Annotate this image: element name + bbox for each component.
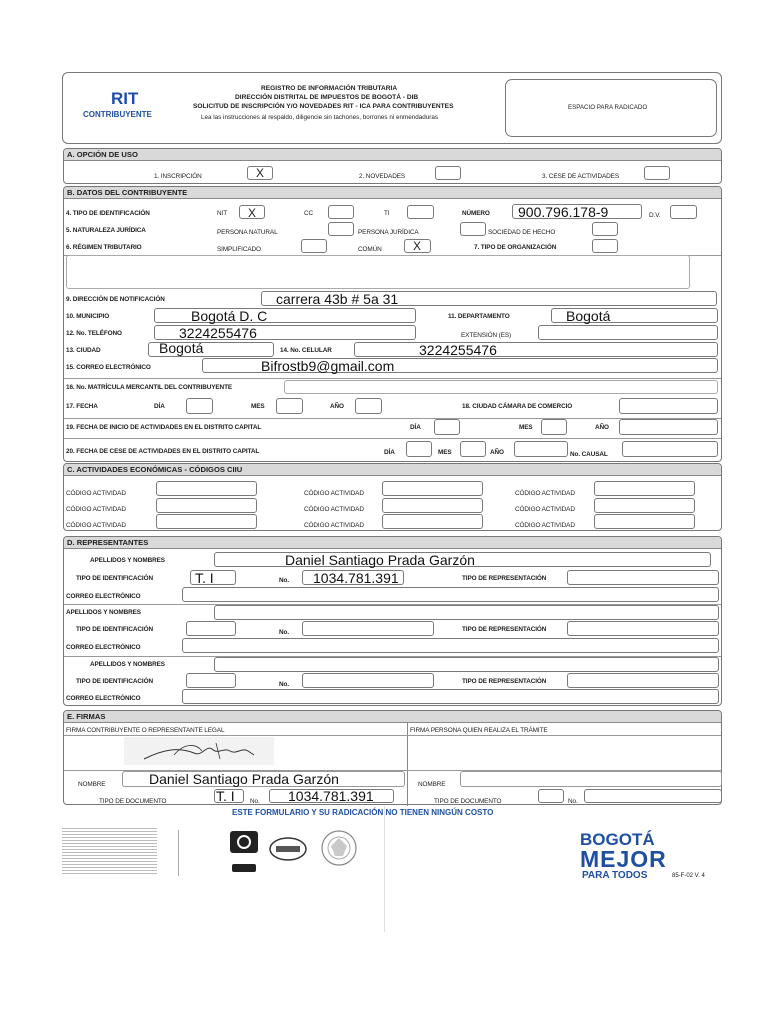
dv-label: D.V. xyxy=(649,212,661,219)
codigo-label-6: CÓDIGO ACTIVIDAD xyxy=(515,506,575,513)
correo-field[interactable] xyxy=(202,358,718,373)
fecha-anio-label: AÑO xyxy=(330,403,344,410)
bogota-logo-mejor: MEJOR xyxy=(580,846,667,872)
matricula-field[interactable] xyxy=(284,380,718,394)
section-d-title: D. REPRESENTANTES xyxy=(67,538,149,547)
fecha-dia-field[interactable] xyxy=(186,398,213,414)
firma-no-value: 1034.781.391 xyxy=(288,788,374,804)
no-tramite-field[interactable] xyxy=(584,789,722,803)
rit-subtitle: CONTRIBUYENTE xyxy=(83,110,152,119)
nombre-firma-label: NOMBRE xyxy=(78,781,106,788)
nombre-tramite-field[interactable] xyxy=(460,771,722,787)
tipo-org-field[interactable] xyxy=(592,239,618,253)
rep1-correo-field[interactable] xyxy=(182,587,719,602)
rep1-no-label: No. xyxy=(279,577,289,584)
cese-mes-field[interactable] xyxy=(460,441,486,457)
municipio-field[interactable] xyxy=(154,308,416,323)
nombre-firma-value: Daniel Santiago Prada Garzón xyxy=(149,771,339,787)
rep3-tipo-rep-label: TIPO DE REPRESENTACIÓN xyxy=(462,678,547,685)
section-b xyxy=(63,186,722,462)
rep2-no-field[interactable] xyxy=(302,621,434,636)
section-b-title: B. DATOS DEL CONTRIBUYENTE xyxy=(67,188,188,197)
codigo-label-7: CÓDIGO ACTIVIDAD xyxy=(66,522,126,529)
dv-field[interactable] xyxy=(670,205,697,219)
cese-anio-field[interactable] xyxy=(514,441,568,457)
rep1-no-field[interactable] xyxy=(302,570,404,585)
direccion-field[interactable] xyxy=(261,291,717,306)
firma-contribuyente-label: FIRMA CONTRIBUYENTE O REPRESENTANTE LEGAL xyxy=(66,727,225,734)
colombia-seal-icon xyxy=(318,828,360,874)
numero-value: 900.796.178-9 xyxy=(518,204,609,220)
matricula-label: 16. No. MATRÍCULA MERCANTIL DEL CONTRIBUYENTE xyxy=(66,384,233,391)
camara-label: 18. CIUDAD CÁMARA DE COMERCIO xyxy=(462,403,573,410)
header-line-2: DIRECCIÓN DISTRITAL DE IMPUESTOS DE BOGOTÁ - DIB xyxy=(235,94,419,101)
rep1-correo-label: CORREO ELECTRÓNICO xyxy=(66,593,141,600)
fecha-mes-label: MES xyxy=(251,403,265,410)
sociedad-hecho-checkbox[interactable] xyxy=(592,222,618,236)
section-e xyxy=(63,710,722,805)
novedades-checkbox[interactable] xyxy=(435,166,461,180)
cese-fecha-label: 20. FECHA DE CESE DE ACTIVIDADES EN EL DISTRITO CAPITAL xyxy=(66,448,260,455)
comun-checkbox[interactable] xyxy=(404,239,431,253)
rep3-tipo-id-field[interactable] xyxy=(186,673,236,688)
rep2-no-label: No. xyxy=(279,629,289,636)
rep1-tipo-rep-label: TIPO DE REPRESENTACIÓN xyxy=(462,575,547,582)
section-d xyxy=(63,536,722,706)
municipio-value: Bogotá D. C xyxy=(191,308,268,324)
tipo-doc-field[interactable] xyxy=(214,789,244,803)
simplificado-checkbox[interactable] xyxy=(301,239,327,253)
persona-juridica-checkbox[interactable] xyxy=(460,222,486,236)
rep2-tipo-rep-field[interactable] xyxy=(567,621,719,636)
section-e-title: E. FIRMAS xyxy=(67,712,106,721)
rep2-correo-field[interactable] xyxy=(182,638,719,653)
cese-checkbox[interactable] xyxy=(644,166,670,180)
causal-label: No. CAUSAL xyxy=(570,451,608,458)
codigo-field-4[interactable] xyxy=(156,498,257,513)
nit-label: NIT xyxy=(217,210,227,217)
inicio-dia-label: DÍA xyxy=(410,424,421,431)
header-line-1: REGISTRO DE INFORMACIÓN TRIBUTARIA xyxy=(261,85,398,92)
firma-no-field[interactable] xyxy=(269,789,394,803)
tipo-org-label: 7. TIPO DE ORGANIZACIÓN xyxy=(474,244,557,251)
telefono-label: 12. No. TELÉFONO xyxy=(66,330,122,337)
rep1-nombre-value: Daniel Santiago Prada Garzón xyxy=(285,552,475,568)
fold-line xyxy=(384,806,385,932)
extension-label: EXTENSIÓN (ES) xyxy=(461,332,512,339)
firma-no-label: No. xyxy=(250,798,260,805)
numero-label: NÚMERO xyxy=(462,210,490,217)
radicado-box xyxy=(505,79,717,137)
codigo-field-8[interactable] xyxy=(382,514,483,529)
rep1-tipo-rep-field[interactable] xyxy=(567,570,719,585)
correo-label: 15. CORREO ELECTRÓNICO xyxy=(66,364,151,371)
comun-label: COMÚN xyxy=(358,246,382,253)
persona-juridica-label: PERSONA JURÍDICA xyxy=(358,229,419,236)
celular-field[interactable] xyxy=(354,342,718,357)
telefono-field[interactable] xyxy=(154,325,416,340)
costo-notice: ESTE FORMULARIO Y SU RADICACIÓN NO TIENEN NINGÚN COSTO xyxy=(232,808,494,817)
persona-natural-checkbox[interactable] xyxy=(328,222,354,236)
ti-label: TI xyxy=(384,210,390,217)
codigo-label-9: CÓDIGO ACTIVIDAD xyxy=(515,522,575,529)
codigo-field-7[interactable] xyxy=(156,514,257,529)
rep3-correo-field[interactable] xyxy=(182,689,719,704)
cese-label: 3. CESE DE ACTIVIDADES xyxy=(542,173,619,180)
rep1-tipo-id-label: TIPO DE IDENTIFICACIÓN xyxy=(76,575,153,582)
naturaleza-label: 5. NATURALEZA JURÍDICA xyxy=(66,227,146,234)
rep1-no-value: 1034.781.391 xyxy=(313,570,399,586)
rep2-apellidos-field[interactable] xyxy=(214,605,719,620)
nombre-tramite-label: NOMBRE xyxy=(418,781,446,788)
numero-field[interactable] xyxy=(512,204,642,219)
certification-logo-icon xyxy=(229,830,259,874)
comun-mark: X xyxy=(413,239,422,253)
inicio-anio-label: AÑO xyxy=(595,424,609,431)
firma-persona-label: FIRMA PERSONA QUIEN REALIZA EL TRÁMITE xyxy=(410,727,548,734)
inscripcion-label: 1. INSCRIPCIÓN xyxy=(154,173,202,180)
codigo-field-6[interactable] xyxy=(594,498,695,513)
ciudad-label: 13. CIUDAD xyxy=(66,347,101,354)
inicio-label: 19. FECHA DE INICIO DE ACTIVIDADES EN EL DISTRITO CAPITAL xyxy=(66,424,262,431)
contact-block xyxy=(62,826,157,874)
regimen-label: 6. RÉGIMEN TRIBUTARIO xyxy=(66,244,142,251)
bogota-logo xyxy=(580,830,667,884)
cese-anio-label: AÑO xyxy=(490,449,504,456)
header-line-4: Lea las instrucciones al respaldo, diligencie sin tachones, borrones ni enmendaduras xyxy=(201,114,438,121)
signature-image xyxy=(124,737,274,765)
rep1-apellidos-field[interactable] xyxy=(214,552,711,567)
form-code: 85-F-02 V. 4 xyxy=(672,873,705,879)
codigo-field-3[interactable] xyxy=(594,481,695,496)
extension-field[interactable] xyxy=(538,325,718,340)
direccion-label: 9. DIRECCIÓN DE NOTIFICACIÓN xyxy=(66,296,165,303)
novedades-label: 2. NOVEDADES xyxy=(359,173,406,180)
form-header xyxy=(62,72,722,144)
codigo-label-5: CÓDIGO ACTIVIDAD xyxy=(304,506,364,513)
cese-mes-label: MES xyxy=(438,449,452,456)
inicio-dia-field[interactable] xyxy=(434,419,460,435)
rep2-tipo-rep-label: TIPO DE REPRESENTACIÓN xyxy=(462,626,547,633)
rep3-no-label: No. xyxy=(279,681,289,688)
rep2-apellidos-label: APELLIDOS Y NOMBRES xyxy=(66,609,141,616)
codigo-label-4: CÓDIGO ACTIVIDAD xyxy=(66,506,126,513)
tipo-doc-value: T. I xyxy=(216,788,235,804)
fecha-anio-field[interactable] xyxy=(355,398,382,414)
inicio-anio-field[interactable] xyxy=(619,419,718,435)
celular-value: 3224255476 xyxy=(419,342,497,358)
direccion-value: carrera 43b # 5a 31 xyxy=(276,291,399,307)
cese-dia-label: DÍA xyxy=(384,449,395,456)
inicio-mes-label: MES xyxy=(519,424,533,431)
rep3-apellidos-field[interactable] xyxy=(214,657,719,672)
tipo-id-label: 4. TIPO DE IDENTIFICACIÓN xyxy=(66,210,150,217)
rep3-no-field[interactable] xyxy=(302,673,434,688)
codigo-label-8: CÓDIGO ACTIVIDAD xyxy=(304,522,364,529)
rep1-apellidos-label: APELLIDOS Y NOMBRES xyxy=(90,557,165,564)
tipo-doc-tramite-field[interactable] xyxy=(538,789,564,803)
ciudad-value: Bogotá xyxy=(159,340,204,356)
section-a-title: A. OPCIÓN DE USO xyxy=(67,150,138,159)
rep1-tipo-value: T. I xyxy=(195,570,214,586)
codigo-field-9[interactable] xyxy=(594,514,695,529)
bogota-logo-bogota: BOGOTÁ xyxy=(580,830,655,849)
tipo-doc-tramite-label: TIPO DE DOCUMENTO xyxy=(434,798,502,805)
ciudad-field[interactable] xyxy=(148,342,274,357)
simplificado-label: SIMPLIFICADO xyxy=(217,246,261,253)
cc-checkbox[interactable] xyxy=(328,205,354,219)
rep2-tipo-id-field[interactable] xyxy=(186,621,236,636)
radicado-label: ESPACIO PARA RADICADO xyxy=(568,104,648,111)
inicio-mes-field[interactable] xyxy=(541,419,567,435)
rep3-tipo-rep-field[interactable] xyxy=(567,673,719,688)
rep3-correo-label: CORREO ELECTRÓNICO xyxy=(66,695,141,702)
codigo-label-2: CÓDIGO ACTIVIDAD xyxy=(304,490,364,497)
fecha-label: 17. FECHA xyxy=(66,403,98,410)
rit-title: RIT xyxy=(111,89,139,108)
inscripcion-checkbox[interactable] xyxy=(247,166,273,180)
nombre-field[interactable] xyxy=(66,255,690,289)
camara-field[interactable] xyxy=(619,398,718,414)
no-tramite-label: No. xyxy=(568,798,578,805)
causal-field[interactable] xyxy=(622,441,718,457)
departamento-field[interactable] xyxy=(551,308,718,323)
rep2-correo-label: CORREO ELECTRÓNICO xyxy=(66,644,141,651)
celular-label: 14. No. CELULAR xyxy=(280,347,332,354)
nombre-firma-field[interactable] xyxy=(122,771,405,787)
codigo-field-5[interactable] xyxy=(382,498,483,513)
correo-value: Bifrostb9@gmail.com xyxy=(261,358,395,374)
tipo-doc-label: TIPO DE DOCUMENTO xyxy=(99,798,167,805)
rep1-tipo-id-field[interactable] xyxy=(190,570,236,585)
ti-checkbox[interactable] xyxy=(407,205,434,219)
persona-natural-label: PERSONA NATURAL xyxy=(217,229,278,236)
telefono-value: 3224255476 xyxy=(179,325,257,341)
rep3-apellidos-label: APELLIDOS Y NOMBRES xyxy=(90,661,165,668)
nit-mark: X xyxy=(248,206,257,220)
cese-dia-field[interactable] xyxy=(406,441,432,457)
section-c-title: C. ACTIVIDADES ECONÓMICAS - CÓDIGOS CIIU xyxy=(67,465,243,474)
municipio-label: 10. MUNICIPIO xyxy=(66,313,110,320)
bogota-logo-para-todos: PARA TODOS xyxy=(582,870,648,881)
divider-line xyxy=(178,830,179,876)
codigo-label-3: CÓDIGO ACTIVIDAD xyxy=(515,490,575,497)
nit-checkbox[interactable] xyxy=(239,205,265,219)
section-a xyxy=(63,148,722,184)
codigo-field-2[interactable] xyxy=(382,481,483,496)
fecha-dia-label: DÍA xyxy=(154,403,165,410)
departamento-label: 11. DEPARTAMENTO xyxy=(448,313,510,320)
sociedad-hecho-label: SOCIEDAD DE HECHO xyxy=(488,229,556,236)
inscripcion-mark: X xyxy=(256,166,265,180)
section-c xyxy=(63,463,722,531)
codigo-label-1: CÓDIGO ACTIVIDAD xyxy=(66,490,126,497)
fecha-mes-field[interactable] xyxy=(276,398,303,414)
cc-label: CC xyxy=(304,210,314,217)
codigo-field-1[interactable] xyxy=(156,481,257,496)
header-line-3: SOLICITUD DE INSCRIPCIÓN Y/O NOVEDADES RIT - ICA PARA CONTRIBUYENTES xyxy=(193,103,454,110)
iqnet-logo-icon xyxy=(268,836,308,862)
departamento-value: Bogotá xyxy=(566,308,611,324)
rep3-tipo-id-label: TIPO DE IDENTIFICACIÓN xyxy=(76,678,153,685)
rep2-tipo-id-label: TIPO DE IDENTIFICACIÓN xyxy=(76,626,153,633)
